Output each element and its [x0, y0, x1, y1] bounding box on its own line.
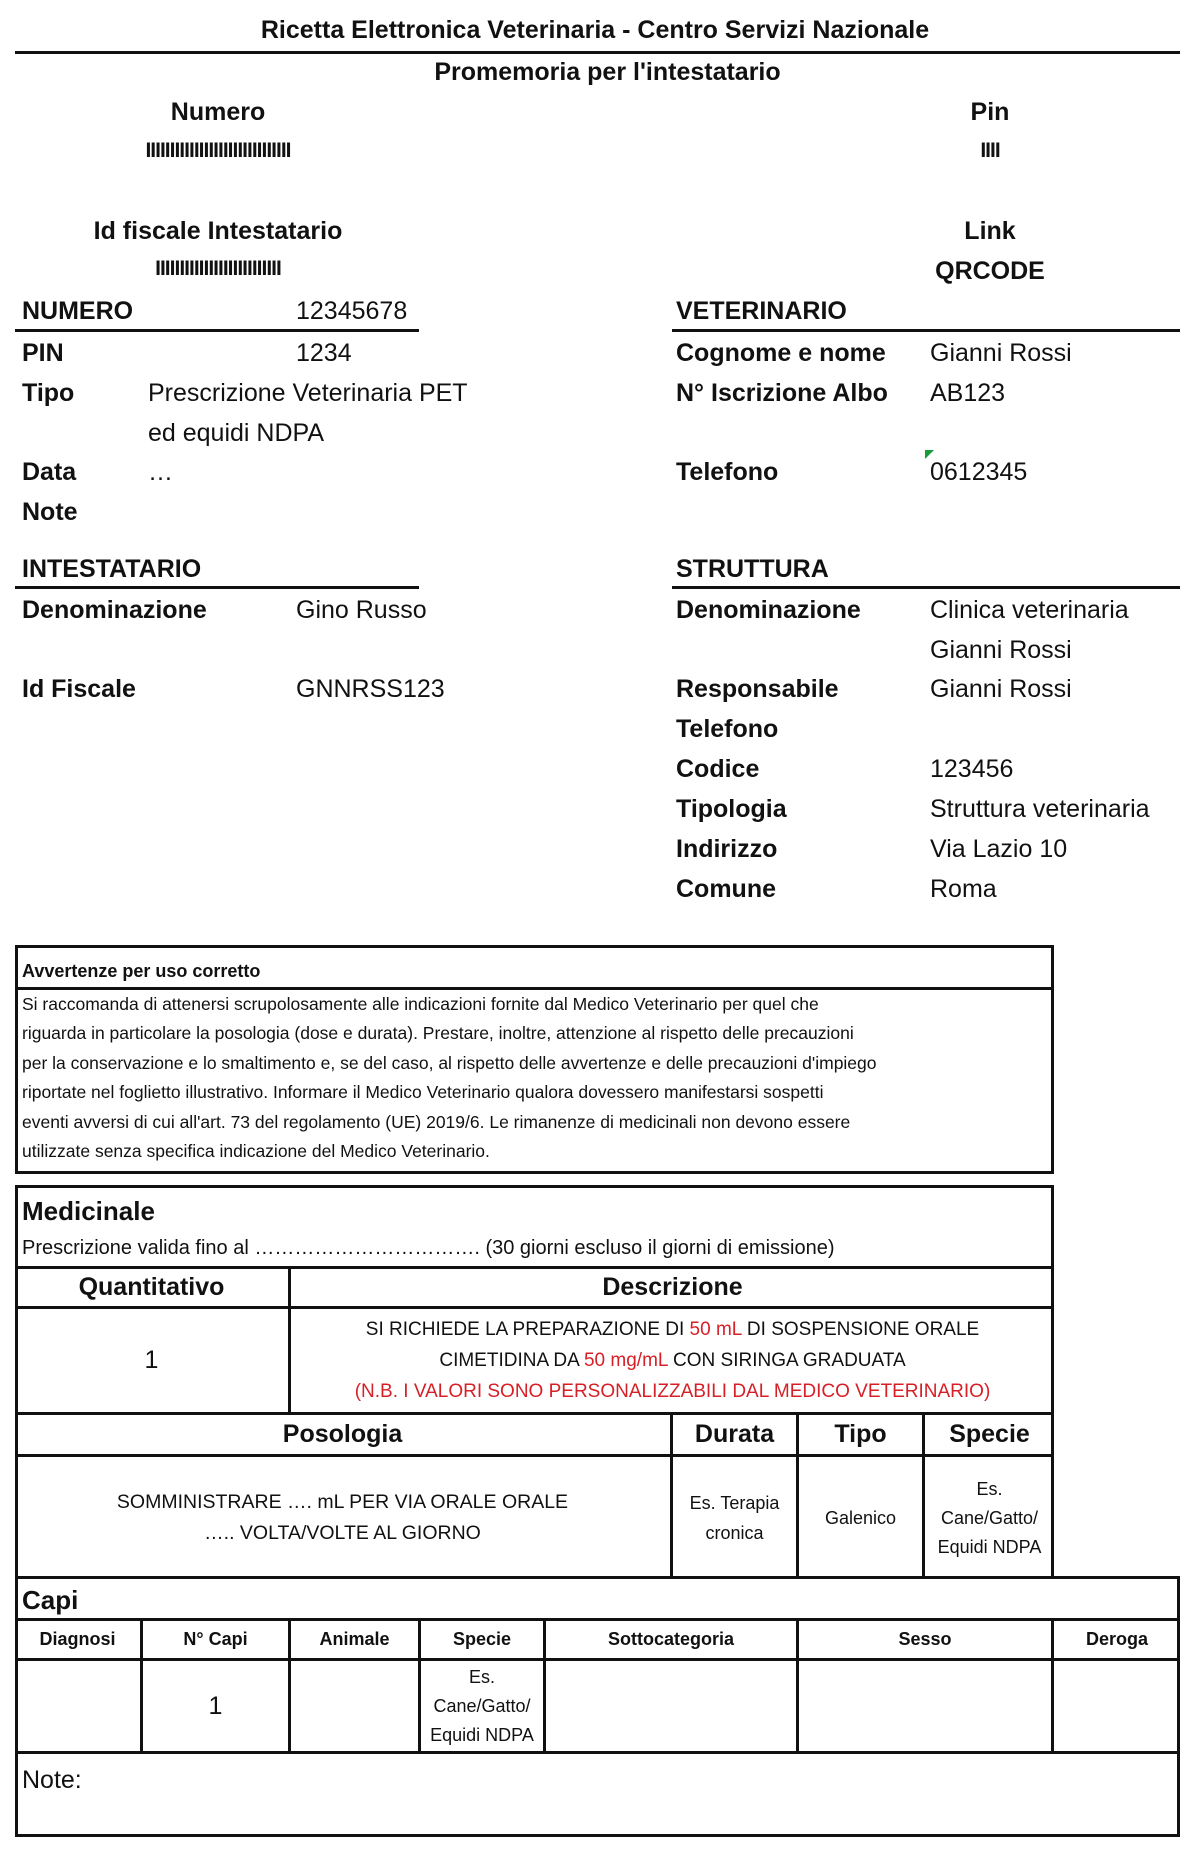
descrizione-value — [291, 1309, 1054, 1412]
intestatario-rule — [15, 586, 419, 589]
title-rule — [15, 51, 1180, 54]
struttura-tipologia-value: Struttura veterinaria — [930, 795, 1150, 823]
vet-telefono-label: Telefono — [676, 458, 779, 486]
descrizione-text: CON SIRINGA GRADUATA — [667, 1350, 906, 1371]
struttura-codice-label: Codice — [676, 755, 760, 783]
numero-barcode-label: Numero — [170, 98, 266, 126]
durata-line1: Es. Terapia — [689, 1493, 780, 1513]
vet-albo-label: N° Iscrizione Albo — [676, 379, 888, 407]
link-label: Link — [964, 217, 1016, 245]
capi-specie-line1: Es. — [468, 1666, 495, 1687]
numero-barcode: IIIIIIIIIIIIIIIIIIIIIIIIIIIIII — [145, 139, 291, 162]
capi-header-sottocategoria: Sottocategoria — [607, 1629, 735, 1649]
quantitativo-value: 1 — [144, 1346, 159, 1374]
avvertenze-line: eventi avversi di cui all'art. 73 del regolamento (UE) 2019/6. Le rimanenze di medicinali non devono essere — [22, 1112, 851, 1132]
numero-label: NUMERO — [22, 297, 134, 325]
struttura-heading: STRUTTURA — [676, 555, 829, 583]
specie-line2: Cane/Gatto/ — [940, 1507, 1039, 1528]
descrizione-line1 — [366, 1314, 979, 1345]
capi-title: Capi — [22, 1585, 79, 1615]
tipo-header: Tipo — [834, 1420, 887, 1448]
struttura-comune-label: Comune — [676, 875, 776, 903]
descrizione-note: (N.B. I VALORI SONO PERSONALIZZABILI DAL MEDICO VETERINARIO) — [354, 1381, 991, 1402]
veterinario-rule — [672, 329, 1180, 332]
durata-value — [673, 1457, 796, 1579]
specie-header: Specie — [949, 1420, 1030, 1448]
descrizione-line2 — [439, 1345, 905, 1376]
vet-nome-label: Cognome e nome — [676, 339, 886, 367]
posologia-value — [15, 1457, 670, 1579]
avvertenze-line: riguarda in particolare la posologia (dose e durata). Prestare, inoltre, attenzione al rispetto delle precauzioni — [22, 1023, 854, 1043]
capi-rule — [15, 1751, 1180, 1754]
descrizione-text: DI SOSPENSIONE ORALE — [741, 1319, 980, 1340]
struttura-denominazione-line2: Gianni Rossi — [930, 636, 1072, 664]
document-title: Ricetta Elettronica Veterinaria - Centro Servizi Nazionale — [260, 16, 930, 44]
quantitativo-header: Quantitativo — [78, 1273, 225, 1301]
intestatario-id-fiscale-value: GNNRSS123 — [296, 675, 445, 703]
struttura-tipologia-label: Tipologia — [676, 795, 787, 823]
data-label: Data — [22, 458, 77, 486]
specie-line1: Es. — [976, 1478, 1003, 1499]
data-value: … — [148, 458, 173, 486]
note-label: Note — [22, 498, 78, 526]
struttura-indirizzo-value: Via Lazio 10 — [930, 835, 1068, 863]
tipo-value: Galenico — [824, 1507, 897, 1528]
struttura-comune-value: Roma — [930, 875, 997, 903]
struttura-rule — [672, 586, 1180, 589]
id-fiscale-barcode: IIIIIIIIIIIIIIIIIIIIIIIIII — [155, 257, 281, 280]
struttura-codice-value: 123456 — [930, 755, 1014, 783]
capi-note-label: Note: — [22, 1766, 82, 1794]
pin-barcode-label: Pin — [970, 98, 1010, 126]
veterinario-heading: VETERINARIO — [676, 297, 847, 325]
pin-label: PIN — [22, 339, 64, 367]
vet-nome-value: Gianni Rossi — [930, 339, 1072, 367]
tipo-label: Tipo — [22, 379, 75, 407]
avvertenze-line: per la conservazione e lo smaltimento e, se del caso, al rispetto delle avvertenze e delle precauzioni d'impiego — [22, 1053, 877, 1073]
posologia-header: Posologia — [282, 1420, 403, 1448]
struttura-responsabile-value: Gianni Rossi — [930, 675, 1072, 703]
avvertenze-line: utilizzate senza specifica indicazione del Medico Veterinario. — [22, 1141, 490, 1161]
capi-header-sesso: Sesso — [898, 1629, 952, 1649]
specie-line3: Equidi NDPA — [937, 1536, 1042, 1557]
vet-albo-value: AB123 — [930, 379, 1006, 407]
avvertenze-title: Avvertenze per uso corretto — [22, 961, 261, 981]
capi-specie-value — [421, 1661, 543, 1751]
numero-value: 12345678 — [296, 297, 408, 325]
capi-header-animale: Animale — [319, 1629, 390, 1649]
capi-specie-line2: Cane/Gatto/ — [433, 1695, 531, 1716]
struttura-telefono-label: Telefono — [676, 715, 779, 743]
document-subtitle: Promemoria per l'intestatario — [434, 58, 781, 86]
intestatario-denominazione-value: Gino Russo — [296, 596, 427, 624]
descrizione-highlight: 50 mg/mL — [583, 1350, 668, 1371]
struttura-indirizzo-label: Indirizzo — [676, 835, 778, 863]
id-fiscale-barcode-label: Id fiscale Intestatario — [93, 217, 343, 245]
descrizione-highlight: 50 mL — [689, 1319, 742, 1340]
capi-header-diagnosi: Diagnosi — [39, 1629, 116, 1649]
avvertenze-line: Si raccomanda di attenersi scrupolosamente alle indicazioni fornite dal Medico Veterinario per quel che — [22, 994, 819, 1014]
capi-header-specie: Specie — [452, 1629, 512, 1649]
intestatario-heading: INTESTATARIO — [22, 555, 202, 583]
numero-rule — [15, 329, 419, 332]
posologia-line1: SOMMINISTRARE …. mL PER VIA ORALE ORALE — [116, 1491, 569, 1513]
avvertenze-line: riportate nel foglietto illustrativo. Informare il Medico Veterinario qualora dovessero manifestarsi sospetti — [22, 1082, 824, 1102]
capi-header-n-capi: N° Capi — [183, 1629, 248, 1649]
descrizione-text: SI RICHIEDE LA PREPARAZIONE DI — [365, 1319, 690, 1340]
capi-n-capi-value: 1 — [208, 1691, 223, 1720]
pin-value: 1234 — [296, 339, 352, 367]
struttura-responsabile-label: Responsabile — [676, 675, 839, 703]
tipo-value-line1: Prescrizione Veterinaria PET — [148, 379, 468, 407]
qrcode-label: QRCODE — [935, 257, 1045, 285]
tipo-value-line2: ed equidi NDPA — [148, 419, 325, 447]
pin-barcode: IIII — [980, 139, 1000, 162]
descrizione-text: CIMETIDINA DA — [439, 1350, 584, 1371]
descrizione-header: Descrizione — [602, 1273, 743, 1301]
specie-value — [925, 1457, 1054, 1579]
intestatario-denominazione-label: Denominazione — [22, 596, 207, 624]
durata-line2: cronica — [705, 1523, 764, 1543]
medicinale-title: Medicinale — [22, 1196, 155, 1226]
vet-telefono-value: 0612345 — [930, 458, 1028, 486]
struttura-denominazione-label: Denominazione — [676, 596, 861, 624]
intestatario-id-fiscale-label: Id Fiscale — [22, 675, 136, 703]
medicinale-validita: Prescrizione valida fino al ……………………………. (30 giorni escluso il giorni di emissione) — [22, 1237, 835, 1259]
capi-header-deroga: Deroga — [1085, 1629, 1148, 1649]
struttura-denominazione-line1: Clinica veterinaria — [930, 596, 1129, 624]
posologia-line2: ….. VOLTA/VOLTE AL GIORNO — [204, 1522, 481, 1544]
durata-header: Durata — [694, 1420, 775, 1448]
capi-specie-line3: Equidi NDPA — [430, 1724, 534, 1745]
